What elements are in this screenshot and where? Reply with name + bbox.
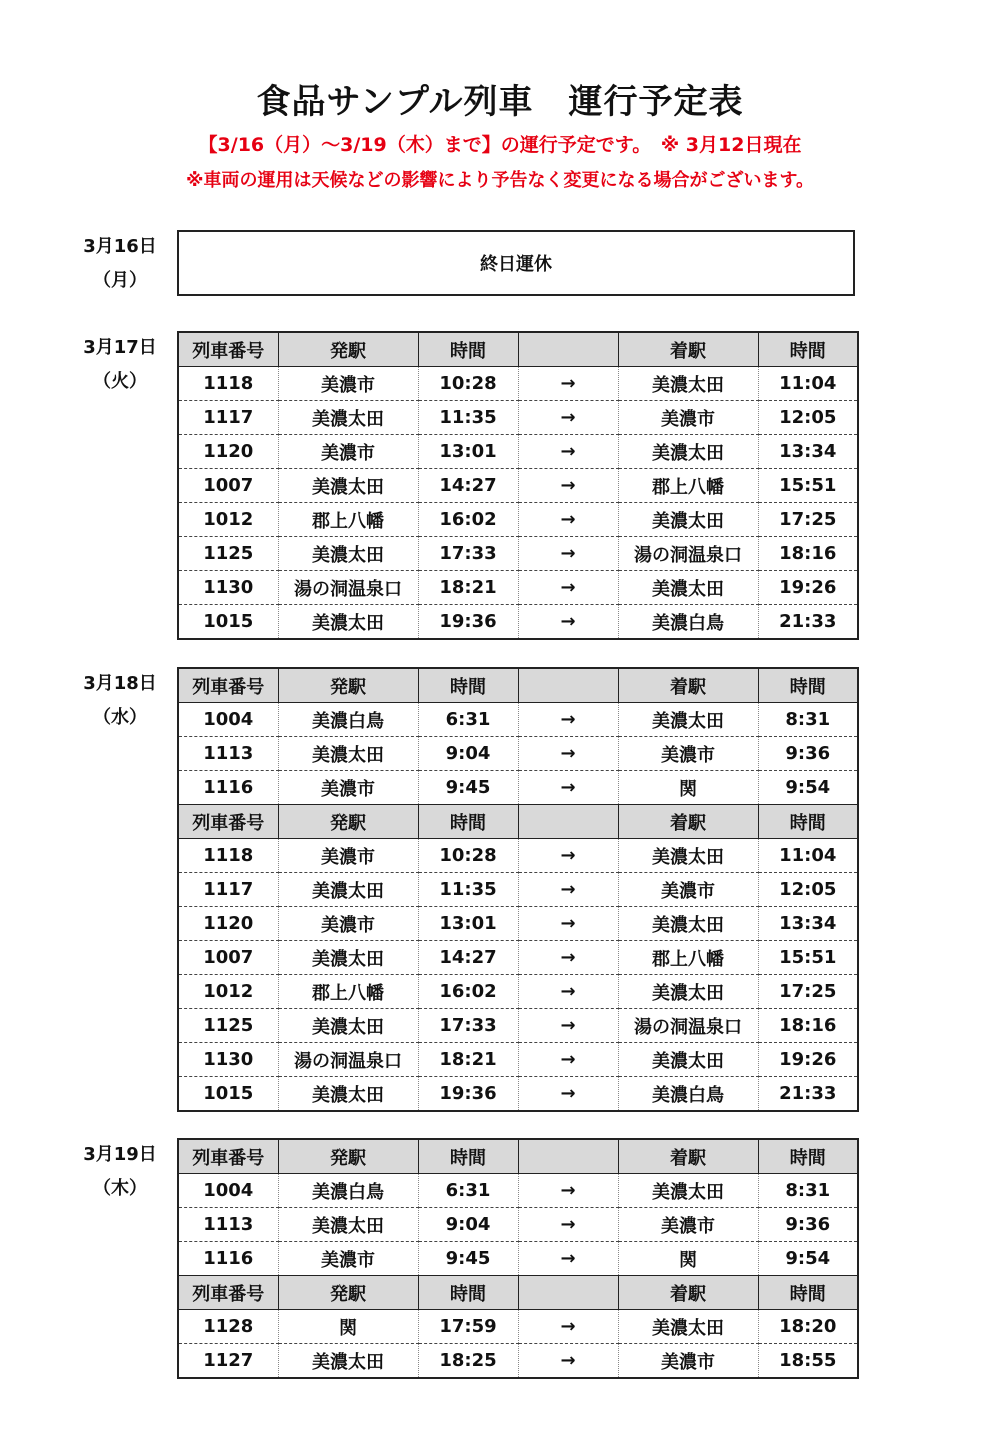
table-row bbox=[178, 367, 858, 401]
arrow-cell: → bbox=[518, 1242, 618, 1276]
header-row bbox=[178, 332, 858, 367]
arrival-station: 美濃太田 bbox=[618, 839, 758, 873]
arrow-cell: → bbox=[518, 401, 618, 435]
arrival-time: 13:34 bbox=[758, 435, 858, 469]
departure-time: 16:02 bbox=[418, 503, 518, 537]
arrival-station: 美濃太田 bbox=[618, 703, 758, 737]
arrival-station: 美濃白鳥 bbox=[618, 605, 758, 640]
arrival-time: 15:51 bbox=[758, 469, 858, 503]
arrival-time: 17:25 bbox=[758, 503, 858, 537]
departure-time: 9:04 bbox=[418, 1208, 518, 1242]
train-number: 1116 bbox=[178, 1242, 278, 1276]
header-cell: 列車番号 bbox=[178, 805, 278, 839]
header-cell: 列車番号 bbox=[178, 1276, 278, 1310]
header-cell: 列車番号 bbox=[178, 1139, 278, 1174]
arrival-station: 美濃太田 bbox=[618, 503, 758, 537]
arrival-time: 19:26 bbox=[758, 571, 858, 605]
train-number: 1113 bbox=[178, 737, 278, 771]
departure-time: 14:27 bbox=[418, 469, 518, 503]
table-row bbox=[178, 1077, 858, 1112]
table-row bbox=[178, 1344, 858, 1379]
table-row bbox=[178, 537, 858, 571]
table-row bbox=[178, 771, 858, 805]
arrow-cell: → bbox=[518, 1344, 618, 1379]
table-row bbox=[178, 1174, 858, 1208]
departure-station: 美濃市 bbox=[278, 367, 418, 401]
departure-station: 関 bbox=[278, 1310, 418, 1344]
train-number: 1118 bbox=[178, 839, 278, 873]
header-cell bbox=[518, 805, 618, 839]
arrival-station: 湯の洞温泉口 bbox=[618, 1009, 758, 1043]
departure-time: 6:31 bbox=[418, 1174, 518, 1208]
arrival-station: 美濃市 bbox=[618, 1208, 758, 1242]
header-cell: 時間 bbox=[418, 668, 518, 703]
arrow-cell: → bbox=[518, 1208, 618, 1242]
arrival-time: 21:33 bbox=[758, 605, 858, 640]
train-number: 1004 bbox=[178, 703, 278, 737]
date-label: 3月16日 bbox=[83, 236, 157, 257]
header-cell: 時間 bbox=[418, 1276, 518, 1310]
arrow-cell: → bbox=[518, 1174, 618, 1208]
header-cell: 時間 bbox=[418, 332, 518, 367]
departure-station: 郡上八幡 bbox=[278, 503, 418, 537]
arrow-cell: → bbox=[518, 873, 618, 907]
table-row bbox=[178, 435, 858, 469]
arrival-time: 9:36 bbox=[758, 737, 858, 771]
departure-station: 美濃市 bbox=[278, 907, 418, 941]
arrow-cell: → bbox=[518, 771, 618, 805]
departure-station: 美濃太田 bbox=[278, 401, 418, 435]
arrival-station: 関 bbox=[618, 771, 758, 805]
header-cell bbox=[518, 668, 618, 703]
arrow-cell: → bbox=[518, 571, 618, 605]
table-row bbox=[178, 1242, 858, 1276]
departure-time: 11:35 bbox=[418, 873, 518, 907]
departure-station: 美濃太田 bbox=[278, 1208, 418, 1242]
date-label: 3月17日 bbox=[83, 337, 157, 358]
header-cell: 時間 bbox=[758, 1276, 858, 1310]
date-label: 3月18日 bbox=[83, 673, 157, 694]
arrival-station: 湯の洞温泉口 bbox=[618, 537, 758, 571]
train-number: 1012 bbox=[178, 503, 278, 537]
table-row bbox=[178, 469, 858, 503]
departure-station: 湯の洞温泉口 bbox=[278, 571, 418, 605]
arrival-station: 美濃市 bbox=[618, 737, 758, 771]
arrow-cell: → bbox=[518, 605, 618, 640]
arrival-station: 美濃市 bbox=[618, 1344, 758, 1379]
arrival-station: 美濃太田 bbox=[618, 571, 758, 605]
weekday-label: （木） bbox=[93, 1178, 147, 1199]
header-cell bbox=[518, 1276, 618, 1310]
arrival-time: 18:16 bbox=[758, 537, 858, 571]
train-number: 1007 bbox=[178, 941, 278, 975]
train-number: 1118 bbox=[178, 367, 278, 401]
change-notice: ※車両の運用は天候などの影響により予告なく変更になる場合がございます。 bbox=[185, 170, 815, 191]
train-number: 1015 bbox=[178, 1077, 278, 1112]
departure-time: 14:27 bbox=[418, 941, 518, 975]
train-number: 1125 bbox=[178, 1009, 278, 1043]
arrow-cell: → bbox=[518, 907, 618, 941]
arrival-time: 15:51 bbox=[758, 941, 858, 975]
train-number: 1117 bbox=[178, 401, 278, 435]
table-row bbox=[178, 941, 858, 975]
departure-station: 美濃市 bbox=[278, 435, 418, 469]
closed-notice-box bbox=[177, 230, 855, 296]
departure-station: 美濃太田 bbox=[278, 537, 418, 571]
train-number: 1004 bbox=[178, 1174, 278, 1208]
arrow-cell: → bbox=[518, 737, 618, 771]
header-row bbox=[178, 668, 858, 703]
arrival-time: 21:33 bbox=[758, 1077, 858, 1112]
arrival-station: 郡上八幡 bbox=[618, 941, 758, 975]
arrival-time: 12:05 bbox=[758, 873, 858, 907]
train-number: 1120 bbox=[178, 907, 278, 941]
departure-station: 美濃白鳥 bbox=[278, 1174, 418, 1208]
table-row bbox=[178, 1310, 858, 1344]
header-cell bbox=[518, 332, 618, 367]
arrival-time: 17:25 bbox=[758, 975, 858, 1009]
arrow-cell: → bbox=[518, 1043, 618, 1077]
departure-station: 美濃太田 bbox=[278, 605, 418, 640]
arrival-time: 11:04 bbox=[758, 367, 858, 401]
arrival-time: 9:54 bbox=[758, 1242, 858, 1276]
weekday-label: （火） bbox=[93, 371, 147, 392]
departure-time: 13:01 bbox=[418, 907, 518, 941]
departure-time: 17:59 bbox=[418, 1310, 518, 1344]
arrival-time: 9:36 bbox=[758, 1208, 858, 1242]
weekday-label: （月） bbox=[93, 270, 147, 291]
departure-time: 18:25 bbox=[418, 1344, 518, 1379]
header-cell: 発駅 bbox=[278, 1139, 418, 1174]
arrival-station: 美濃太田 bbox=[618, 1043, 758, 1077]
departure-time: 13:01 bbox=[418, 435, 518, 469]
arrival-station: 美濃市 bbox=[618, 873, 758, 907]
train-number: 1125 bbox=[178, 537, 278, 571]
table-row bbox=[178, 737, 858, 771]
table-row bbox=[178, 975, 858, 1009]
arrow-cell: → bbox=[518, 435, 618, 469]
arrival-station: 関 bbox=[618, 1242, 758, 1276]
header-cell: 発駅 bbox=[278, 805, 418, 839]
departure-time: 16:02 bbox=[418, 975, 518, 1009]
header-cell: 着駅 bbox=[618, 332, 758, 367]
departure-station: 美濃太田 bbox=[278, 941, 418, 975]
departure-time: 9:04 bbox=[418, 737, 518, 771]
train-number: 1128 bbox=[178, 1310, 278, 1344]
arrival-station: 郡上八幡 bbox=[618, 469, 758, 503]
arrival-time: 8:31 bbox=[758, 1174, 858, 1208]
header-cell: 時間 bbox=[758, 332, 858, 367]
departure-time: 19:36 bbox=[418, 605, 518, 640]
timetable bbox=[177, 1138, 859, 1379]
departure-station: 美濃太田 bbox=[278, 737, 418, 771]
train-number: 1120 bbox=[178, 435, 278, 469]
table-row bbox=[178, 401, 858, 435]
arrival-station: 美濃太田 bbox=[618, 907, 758, 941]
departure-time: 19:36 bbox=[418, 1077, 518, 1112]
header-row bbox=[178, 1276, 858, 1310]
train-number: 1116 bbox=[178, 771, 278, 805]
closed-text: 終日運休 bbox=[480, 254, 552, 275]
header-row bbox=[178, 1139, 858, 1174]
table-row bbox=[178, 605, 858, 640]
header-cell: 列車番号 bbox=[178, 668, 278, 703]
header-cell: 着駅 bbox=[618, 805, 758, 839]
departure-time: 10:28 bbox=[418, 367, 518, 401]
arrival-station: 美濃白鳥 bbox=[618, 1077, 758, 1112]
table-row bbox=[178, 839, 858, 873]
departure-station: 美濃市 bbox=[278, 839, 418, 873]
arrival-station: 美濃太田 bbox=[618, 1310, 758, 1344]
departure-station: 美濃白鳥 bbox=[278, 703, 418, 737]
header-cell: 時間 bbox=[418, 1139, 518, 1174]
arrival-time: 8:31 bbox=[758, 703, 858, 737]
departure-station: 美濃市 bbox=[278, 1242, 418, 1276]
header-cell: 列車番号 bbox=[178, 332, 278, 367]
table-row bbox=[178, 873, 858, 907]
header-cell: 時間 bbox=[758, 1139, 858, 1174]
date-label: 3月19日 bbox=[83, 1144, 157, 1165]
train-number: 1130 bbox=[178, 1043, 278, 1077]
weekday-label: （水） bbox=[93, 707, 147, 728]
period-notice: 【3/16（月）～3/19（木）まで】の運行予定です。 ※ 3月12日現在 bbox=[198, 134, 802, 156]
departure-station: 美濃太田 bbox=[278, 873, 418, 907]
train-number: 1127 bbox=[178, 1344, 278, 1379]
arrival-time: 11:04 bbox=[758, 839, 858, 873]
departure-time: 17:33 bbox=[418, 537, 518, 571]
header-cell bbox=[518, 1139, 618, 1174]
departure-station: 湯の洞温泉口 bbox=[278, 1043, 418, 1077]
departure-station: 美濃市 bbox=[278, 771, 418, 805]
arrival-station: 美濃太田 bbox=[618, 435, 758, 469]
departure-time: 9:45 bbox=[418, 1242, 518, 1276]
departure-station: 美濃太田 bbox=[278, 1077, 418, 1112]
arrival-station: 美濃市 bbox=[618, 401, 758, 435]
arrival-station: 美濃太田 bbox=[618, 367, 758, 401]
train-number: 1117 bbox=[178, 873, 278, 907]
departure-station: 美濃太田 bbox=[278, 469, 418, 503]
train-number: 1130 bbox=[178, 571, 278, 605]
arrow-cell: → bbox=[518, 941, 618, 975]
table-row bbox=[178, 503, 858, 537]
header-cell: 時間 bbox=[758, 668, 858, 703]
departure-time: 11:35 bbox=[418, 401, 518, 435]
departure-time: 6:31 bbox=[418, 703, 518, 737]
departure-station: 美濃太田 bbox=[278, 1344, 418, 1379]
arrow-cell: → bbox=[518, 1077, 618, 1112]
departure-time: 18:21 bbox=[418, 571, 518, 605]
header-cell: 着駅 bbox=[618, 668, 758, 703]
timetable bbox=[177, 331, 859, 640]
arrow-cell: → bbox=[518, 975, 618, 1009]
arrival-time: 13:34 bbox=[758, 907, 858, 941]
table-row bbox=[178, 1009, 858, 1043]
table-row bbox=[178, 571, 858, 605]
timetable bbox=[177, 667, 859, 1112]
arrow-cell: → bbox=[518, 703, 618, 737]
arrival-time: 9:54 bbox=[758, 771, 858, 805]
header-cell: 発駅 bbox=[278, 332, 418, 367]
header-cell: 着駅 bbox=[618, 1139, 758, 1174]
departure-time: 9:45 bbox=[418, 771, 518, 805]
header-cell: 時間 bbox=[418, 805, 518, 839]
header-cell: 着駅 bbox=[618, 1276, 758, 1310]
arrow-cell: → bbox=[518, 367, 618, 401]
arrow-cell: → bbox=[518, 1310, 618, 1344]
arrow-cell: → bbox=[518, 469, 618, 503]
table-row bbox=[178, 907, 858, 941]
train-number: 1113 bbox=[178, 1208, 278, 1242]
arrow-cell: → bbox=[518, 537, 618, 571]
arrow-cell: → bbox=[518, 1009, 618, 1043]
page-title: 食品サンプル列車 運行予定表 bbox=[256, 82, 744, 122]
header-row bbox=[178, 805, 858, 839]
departure-station: 美濃太田 bbox=[278, 1009, 418, 1043]
train-number: 1012 bbox=[178, 975, 278, 1009]
table-row bbox=[178, 1043, 858, 1077]
departure-time: 18:21 bbox=[418, 1043, 518, 1077]
arrival-time: 12:05 bbox=[758, 401, 858, 435]
header-cell: 発駅 bbox=[278, 668, 418, 703]
arrival-station: 美濃太田 bbox=[618, 975, 758, 1009]
arrival-time: 18:20 bbox=[758, 1310, 858, 1344]
table-row bbox=[178, 703, 858, 737]
departure-time: 10:28 bbox=[418, 839, 518, 873]
arrival-time: 18:16 bbox=[758, 1009, 858, 1043]
arrow-cell: → bbox=[518, 839, 618, 873]
header-cell: 時間 bbox=[758, 805, 858, 839]
arrival-station: 美濃太田 bbox=[618, 1174, 758, 1208]
train-number: 1015 bbox=[178, 605, 278, 640]
departure-time: 17:33 bbox=[418, 1009, 518, 1043]
arrow-cell: → bbox=[518, 503, 618, 537]
arrival-time: 19:26 bbox=[758, 1043, 858, 1077]
table-row bbox=[178, 1208, 858, 1242]
departure-station: 郡上八幡 bbox=[278, 975, 418, 1009]
arrival-time: 18:55 bbox=[758, 1344, 858, 1379]
train-number: 1007 bbox=[178, 469, 278, 503]
header-cell: 発駅 bbox=[278, 1276, 418, 1310]
